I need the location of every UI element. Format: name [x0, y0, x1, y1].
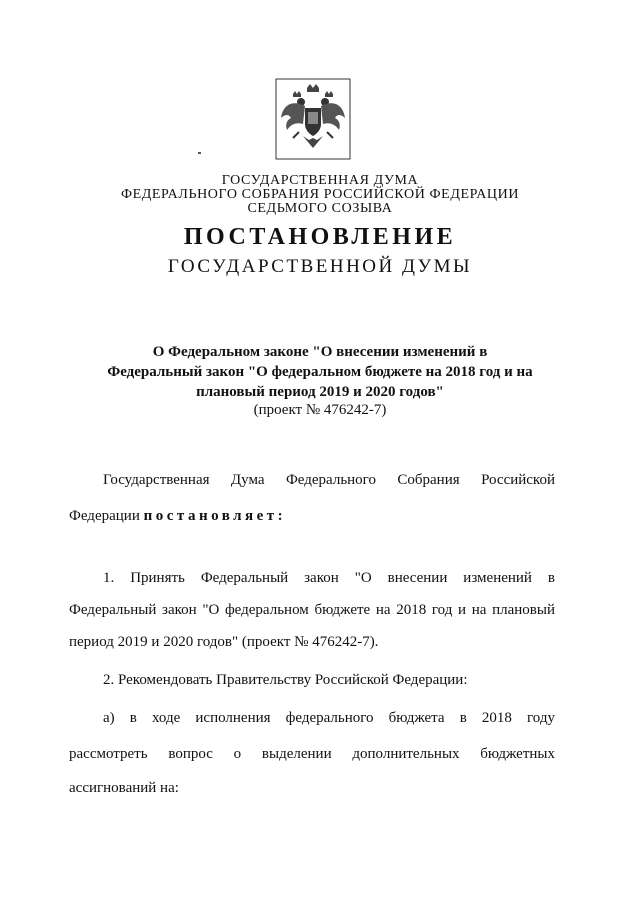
item-2a-line-2: рассмотреть вопрос о выделении дополнительных бюджетных	[69, 746, 555, 762]
item-1-line-1: 1. Принять Федеральный закон "О внесении изменений в	[103, 570, 555, 586]
item-1-line-3: период 2019 и 2020 годов" (проект № 476242-7).	[69, 634, 379, 650]
subject-line-3: плановый период 2019 и 2020 годов"	[196, 384, 444, 400]
resolves-word: постановляет:	[143, 508, 287, 524]
preamble-start: Федерации	[69, 508, 140, 524]
russian-coat-of-arms-icon	[275, 78, 351, 160]
org-line-1: ГОСУДАРСТВЕННАЯ ДУМА	[221, 173, 419, 188]
org-line-2: ФЕДЕРАЛЬНОГО СОБРАНИЯ РОССИЙСКОЙ ФЕДЕРАЦИИ	[120, 187, 520, 202]
subject-line-2: Федеральный закон "О федеральном бюджете на 2018 год и на	[107, 364, 533, 380]
document-title: ПОСТАНОВЛЕНИЕ	[183, 224, 457, 250]
document-subtitle: ГОСУДАРСТВЕННОЙ ДУМЫ	[167, 256, 473, 277]
project-number: (проект № 476242-7)	[253, 402, 387, 418]
preamble-line-2	[69, 506, 555, 526]
item-2a-line-1: а) в ходе исполнения федерального бюджета в 2018 году	[103, 710, 555, 726]
subject-line-1: О Федеральном законе "О внесении изменений в	[152, 344, 488, 360]
item-2a-line-3: ассигнований на:	[69, 780, 179, 796]
preamble-line-1: Государственная Дума Федерального Собрания Российской	[103, 472, 555, 488]
item-1-line-2: Федеральный закон "О федеральном бюджете на 2018 год и на плановый	[69, 602, 555, 618]
scan-speck	[198, 152, 201, 154]
org-line-3: СЕДЬМОГО СОЗЫВА	[247, 201, 393, 216]
item-2: 2. Рекомендовать Правительству Российской Федерации:	[103, 672, 468, 688]
